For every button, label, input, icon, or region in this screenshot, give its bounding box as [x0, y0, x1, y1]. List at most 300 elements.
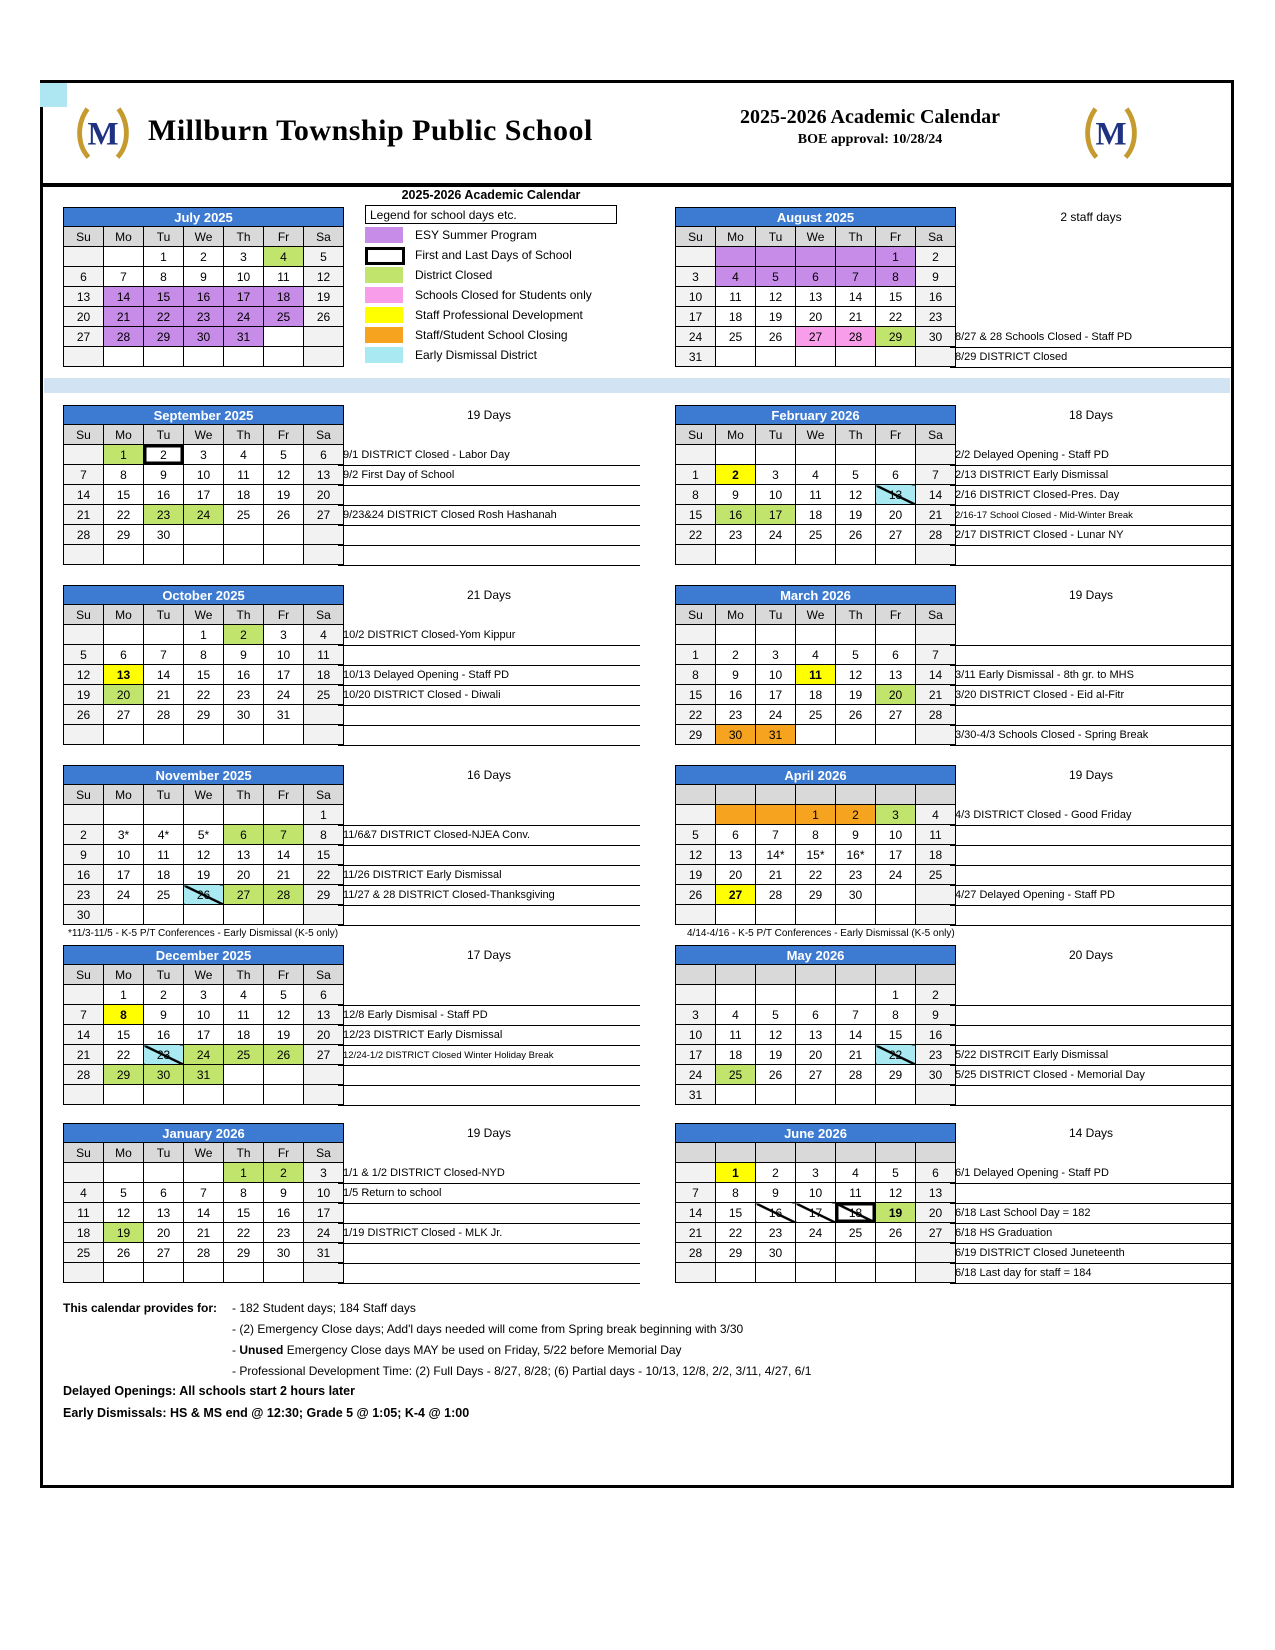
- calendar-note: 6/18 HS Graduation: [950, 1224, 1232, 1244]
- day-cell: [104, 1163, 144, 1183]
- day-cell: 2: [716, 465, 756, 485]
- day-cell: [104, 1263, 144, 1283]
- day-cell: 28: [184, 1243, 224, 1263]
- day-cell: 14: [836, 287, 876, 307]
- day-cell: [184, 805, 224, 825]
- day-cell: 29: [796, 885, 836, 905]
- day-cell: 22: [676, 525, 716, 545]
- day-cell: 23: [64, 885, 104, 905]
- divider-band: [44, 378, 1230, 393]
- calendar-note: 6/18 Last day for staff = 184: [950, 1264, 1232, 1284]
- day-cell: 21: [756, 865, 796, 885]
- weekday-header-blank: [836, 965, 876, 985]
- day-cell: 26: [836, 705, 876, 725]
- day-cell: 25: [224, 505, 264, 525]
- day-cell: 20: [876, 505, 916, 525]
- weekday-header: We: [796, 605, 836, 625]
- day-cell: 19: [876, 1203, 916, 1223]
- calendar-note: 10/13 Delayed Opening - Staff PD: [338, 666, 640, 686]
- day-cell: 21: [144, 685, 184, 705]
- day-cell: 15*: [796, 845, 836, 865]
- day-cell: 6: [876, 465, 916, 485]
- day-cell: [144, 1263, 184, 1283]
- day-cell: 10: [796, 1183, 836, 1203]
- month-title: June 2026: [676, 1124, 956, 1143]
- day-cell: 25: [224, 1045, 264, 1065]
- weekday-header: Fr: [876, 605, 916, 625]
- day-cell: 20: [916, 1203, 956, 1223]
- day-cell: 26: [64, 705, 104, 725]
- day-cell: 20: [716, 865, 756, 885]
- day-cell: 8: [676, 485, 716, 505]
- day-cell: 12: [836, 485, 876, 505]
- day-cell: [676, 1263, 716, 1283]
- legend-label: Schools Closed for Students only: [415, 288, 592, 302]
- day-cell: 20: [104, 685, 144, 705]
- day-cell: 17: [676, 307, 716, 327]
- day-cell: 24: [676, 1065, 716, 1085]
- day-cell: 9: [716, 665, 756, 685]
- day-cell: 8: [304, 825, 344, 845]
- day-cell: 26: [756, 327, 796, 347]
- day-cell: 13: [64, 287, 104, 307]
- day-cell: 21: [264, 865, 304, 885]
- day-cell: 23: [224, 685, 264, 705]
- day-cell: 7: [916, 645, 956, 665]
- day-cell: 8: [716, 1183, 756, 1203]
- day-cell: 31: [756, 725, 796, 745]
- day-cell: 28: [916, 525, 956, 545]
- day-cell: 12: [264, 1005, 304, 1025]
- day-cell: 17: [796, 1203, 836, 1223]
- day-cell: 24: [104, 885, 144, 905]
- day-cell: 30: [184, 327, 224, 347]
- day-cell: 29: [304, 885, 344, 905]
- day-cell: 21: [836, 1045, 876, 1065]
- day-cell: 1: [224, 1163, 264, 1183]
- day-cell: 31: [304, 1243, 344, 1263]
- weekday-header: Th: [224, 425, 264, 445]
- logo-letter: M: [87, 116, 119, 153]
- calendar-note: 8/27 & 28 Schools Closed - Staff PD: [950, 328, 1232, 348]
- day-cell: 29: [676, 725, 716, 745]
- weekday-header: Th: [224, 785, 264, 805]
- day-cell: 14: [676, 1203, 716, 1223]
- day-cell: 9: [64, 845, 104, 865]
- calendar-note: 1/1 & 1/2 DISTRICT Closed-NYD: [338, 1164, 640, 1184]
- day-cell: [64, 445, 104, 465]
- day-cell: 12: [836, 665, 876, 685]
- day-cell: [716, 247, 756, 267]
- day-cell: [716, 1085, 756, 1105]
- weekday-header: Su: [676, 425, 716, 445]
- early-dismissals-note: Early Dismissals: HS & MS end @ 12:30; Grade 5 @ 1:05; K-4 @ 1:00: [63, 1406, 470, 1420]
- day-cell: 26: [836, 525, 876, 545]
- day-cell: 23: [184, 307, 224, 327]
- day-cell: 19: [756, 1045, 796, 1065]
- day-cell: 11: [716, 287, 756, 307]
- day-cell: 9: [264, 1183, 304, 1203]
- day-cell: 5: [836, 645, 876, 665]
- day-cell: 28: [64, 1065, 104, 1085]
- calendar-note: 2/2 Delayed Opening - Staff PD: [950, 446, 1232, 466]
- weekday-header: Sa: [304, 785, 344, 805]
- day-cell: [264, 347, 304, 367]
- day-cell: 15: [676, 505, 716, 525]
- day-cell: [756, 985, 796, 1005]
- note-row-rule: [950, 866, 1232, 886]
- day-cell: 27: [304, 505, 344, 525]
- day-cell: 24: [756, 525, 796, 545]
- day-cell: 19: [264, 1025, 304, 1045]
- day-cell: 13: [796, 1025, 836, 1045]
- school-logo-right: [1080, 102, 1142, 164]
- day-cell: 20: [304, 1025, 344, 1045]
- day-cell: 1: [184, 625, 224, 645]
- weekday-header: Th: [224, 1143, 264, 1163]
- day-cell: 18: [304, 665, 344, 685]
- day-cell: 27: [224, 885, 264, 905]
- day-cell: 3: [304, 1163, 344, 1183]
- day-cell: [224, 545, 264, 565]
- weekday-header-blank: [876, 965, 916, 985]
- day-cell: 19: [104, 1223, 144, 1243]
- day-cell: 4: [796, 645, 836, 665]
- day-cell: 12: [104, 1203, 144, 1223]
- day-cell: [716, 1263, 756, 1283]
- day-cell: 19: [676, 865, 716, 885]
- day-cell: [64, 725, 104, 745]
- day-cell: [104, 1085, 144, 1105]
- weekday-header: Tu: [144, 1143, 184, 1163]
- weekday-header-blank: [796, 785, 836, 805]
- weekday-header-blank: [676, 785, 716, 805]
- day-cell: 23: [756, 1223, 796, 1243]
- day-cell: 31: [676, 1085, 716, 1105]
- day-cell: [676, 905, 716, 925]
- day-cell: 16: [144, 485, 184, 505]
- day-cell: 1: [104, 985, 144, 1005]
- day-cell: 9: [756, 1183, 796, 1203]
- day-cell: 6: [796, 1005, 836, 1025]
- day-cell: 27: [876, 525, 916, 545]
- day-cell: 8: [676, 665, 716, 685]
- day-cell: 3: [676, 1005, 716, 1025]
- day-cell: 10: [676, 1025, 716, 1045]
- calendar-note: 10/2 DISTRICT Closed-Yom Kippur: [338, 626, 640, 646]
- day-cell: 12: [64, 665, 104, 685]
- day-cell: 21: [64, 505, 104, 525]
- day-cell: 1: [144, 247, 184, 267]
- calendar-note: 1/5 Return to school: [338, 1184, 640, 1204]
- day-cell: 7: [916, 465, 956, 485]
- month-days-count: 2 staff days: [1060, 210, 1122, 224]
- calendar-note: 3/30-4/3 Schools Closed - Spring Break: [950, 726, 1232, 746]
- day-cell: [264, 725, 304, 745]
- day-cell: 23: [144, 1045, 184, 1065]
- footer-label: This calendar provides for:: [63, 1301, 218, 1315]
- calendar-note: 2/13 DISTRICT Early Dismissal: [950, 466, 1232, 486]
- month-title: September 2025: [64, 406, 344, 425]
- note-row-rule: [950, 826, 1232, 846]
- day-cell: 20: [64, 307, 104, 327]
- day-cell: 19: [756, 307, 796, 327]
- day-cell: [224, 1065, 264, 1085]
- day-cell: 10: [224, 267, 264, 287]
- day-cell: [796, 625, 836, 645]
- day-cell: 15: [104, 485, 144, 505]
- day-cell: 31: [224, 327, 264, 347]
- note-row-rule: [950, 986, 1232, 1006]
- day-cell: 17: [676, 1045, 716, 1065]
- day-cell: 4: [716, 1005, 756, 1025]
- day-cell: 13: [916, 1183, 956, 1203]
- day-cell: 7: [64, 465, 104, 485]
- weekday-header-blank: [796, 965, 836, 985]
- day-cell: 4*: [144, 825, 184, 845]
- doc-title: 2025-2026 Academic Calendar: [740, 106, 1000, 128]
- day-cell: 3: [876, 805, 916, 825]
- day-cell: 3: [756, 645, 796, 665]
- calendar-note: 6/1 Delayed Opening - Staff PD: [950, 1164, 1232, 1184]
- day-cell: 1: [796, 805, 836, 825]
- day-cell: 30: [916, 327, 956, 347]
- day-cell: 18: [796, 505, 836, 525]
- day-cell: 13: [796, 287, 836, 307]
- day-cell: 22: [716, 1223, 756, 1243]
- day-cell: [796, 247, 836, 267]
- weekday-header: Tu: [144, 425, 184, 445]
- day-cell: [264, 545, 304, 565]
- day-cell: 18: [916, 845, 956, 865]
- day-cell: [676, 625, 716, 645]
- day-cell: 2: [756, 1163, 796, 1183]
- month-title: February 2026: [676, 406, 956, 425]
- day-cell: 14: [144, 665, 184, 685]
- day-cell: 2: [716, 645, 756, 665]
- day-cell: 16: [144, 1025, 184, 1045]
- day-cell: [64, 347, 104, 367]
- day-cell: [796, 725, 836, 745]
- day-cell: 3: [264, 625, 304, 645]
- day-cell: 7: [676, 1183, 716, 1203]
- day-cell: 19: [836, 505, 876, 525]
- day-cell: [104, 247, 144, 267]
- day-cell: 23: [716, 705, 756, 725]
- day-cell: 26: [676, 885, 716, 905]
- day-cell: [64, 1263, 104, 1283]
- day-cell: 19: [264, 485, 304, 505]
- day-cell: [64, 625, 104, 645]
- weekday-header-blank: [676, 1143, 716, 1163]
- day-cell: 8: [104, 465, 144, 485]
- footer-line-text: - (2) Emergency Close days; Add'l days needed will come from Spring break beginning with 3/30: [232, 1322, 744, 1336]
- day-cell: 5: [756, 267, 796, 287]
- day-cell: 26: [304, 307, 344, 327]
- day-cell: [796, 445, 836, 465]
- day-cell: [264, 1065, 304, 1085]
- day-cell: 11: [304, 645, 344, 665]
- weekday-header-blank: [916, 965, 956, 985]
- calendar-note: 5/25 DISTRICT Closed - Memorial Day: [950, 1066, 1232, 1086]
- day-cell: 20: [144, 1223, 184, 1243]
- weekday-header: Fr: [264, 1143, 304, 1163]
- calendar-note: 11/6&7 DISTRICT Closed-NJEA Conv.: [338, 826, 640, 846]
- note-row-rule: [338, 486, 640, 506]
- calendar-note: 10/20 DISTRICT Closed - Diwali: [338, 686, 640, 706]
- day-cell: [144, 625, 184, 645]
- calendar-note: 6/18 Last School Day = 182: [950, 1204, 1232, 1224]
- day-cell: 24: [876, 865, 916, 885]
- weekday-header: Sa: [304, 425, 344, 445]
- day-cell: 17: [756, 505, 796, 525]
- weekday-header: Fr: [264, 425, 304, 445]
- day-cell: 25: [836, 1223, 876, 1243]
- day-cell: [756, 247, 796, 267]
- day-cell: 23: [716, 525, 756, 545]
- day-cell: 9: [836, 825, 876, 845]
- day-cell: 31: [676, 347, 716, 367]
- day-cell: [264, 525, 304, 545]
- day-cell: 16: [184, 287, 224, 307]
- weekday-header: Fr: [264, 605, 304, 625]
- day-cell: 7: [756, 825, 796, 845]
- day-cell: 7: [104, 267, 144, 287]
- day-cell: [876, 905, 916, 925]
- day-cell: 4: [64, 1183, 104, 1203]
- day-cell: 27: [876, 705, 916, 725]
- note-row-rule: [338, 726, 640, 746]
- school-logo-left: [72, 102, 134, 164]
- weekday-header: Fr: [876, 227, 916, 247]
- day-cell: 14: [264, 845, 304, 865]
- weekday-header-blank: [716, 785, 756, 805]
- weekday-header: Mo: [716, 227, 756, 247]
- weekday-header: Tu: [144, 605, 184, 625]
- day-cell: 28: [916, 705, 956, 725]
- day-cell: [304, 347, 344, 367]
- day-cell: 14: [64, 1025, 104, 1045]
- day-cell: [264, 327, 304, 347]
- day-cell: 12: [184, 845, 224, 865]
- calendar-note: 12/24-1/2 DISTRICT Closed Winter Holiday Break: [338, 1046, 640, 1066]
- day-cell: 4: [916, 805, 956, 825]
- calendar-note: 3/11 Early Dismissal - 8th gr. to MHS: [950, 666, 1232, 686]
- weekday-header: We: [184, 605, 224, 625]
- day-cell: [104, 625, 144, 645]
- day-cell: 5: [836, 465, 876, 485]
- day-cell: 23: [836, 865, 876, 885]
- day-cell: 30: [836, 885, 876, 905]
- day-cell: 23: [916, 1045, 956, 1065]
- day-cell: [264, 1085, 304, 1105]
- day-cell: 25: [916, 865, 956, 885]
- day-cell: 13: [876, 485, 916, 505]
- note-row-rule: [338, 806, 640, 826]
- day-cell: 2: [64, 825, 104, 845]
- day-cell: [756, 1085, 796, 1105]
- day-cell: 28: [264, 885, 304, 905]
- day-cell: 26: [756, 1065, 796, 1085]
- day-cell: 15: [224, 1203, 264, 1223]
- day-cell: [796, 545, 836, 565]
- day-cell: 11: [224, 1005, 264, 1025]
- day-cell: 24: [184, 505, 224, 525]
- day-cell: [104, 545, 144, 565]
- day-cell: 8: [104, 1005, 144, 1025]
- day-cell: 2: [836, 805, 876, 825]
- month-title: January 2026: [64, 1124, 344, 1143]
- weekday-header: Mo: [716, 425, 756, 445]
- calendar-note: 3/20 DISTRICT Closed - Eid al-Fitr: [950, 686, 1232, 706]
- day-cell: 4: [796, 465, 836, 485]
- weekday-header: Mo: [104, 965, 144, 985]
- day-cell: 13: [224, 845, 264, 865]
- day-cell: 16: [264, 1203, 304, 1223]
- calendar-april-2026: [675, 765, 956, 925]
- weekday-header: Sa: [916, 605, 956, 625]
- day-cell: [184, 545, 224, 565]
- day-cell: 10: [304, 1183, 344, 1203]
- day-cell: [676, 247, 716, 267]
- day-cell: 20: [876, 685, 916, 705]
- day-cell: 2: [264, 1163, 304, 1183]
- day-cell: 30: [144, 1065, 184, 1085]
- day-cell: 10: [264, 645, 304, 665]
- calendar-note: 9/2 First Day of School: [338, 466, 640, 486]
- calendar-note: 12/23 DISTRICT Early Dismissal: [338, 1026, 640, 1046]
- logo-letter: M: [1095, 116, 1127, 153]
- day-cell: [184, 725, 224, 745]
- pt-conference-footnote: *11/3-11/5 - K-5 P/T Conferences - Early Dismissal (K-5 only): [68, 928, 339, 939]
- note-row-rule: [950, 1086, 1232, 1106]
- day-cell: [836, 545, 876, 565]
- day-cell: 15: [876, 287, 916, 307]
- day-cell: 27: [716, 885, 756, 905]
- calendar-december-2025: [63, 945, 344, 1105]
- day-cell: 14: [916, 485, 956, 505]
- day-cell: 17: [264, 665, 304, 685]
- day-cell: [756, 905, 796, 925]
- day-cell: 7: [184, 1183, 224, 1203]
- weekday-header: Sa: [916, 425, 956, 445]
- day-cell: 9: [716, 485, 756, 505]
- legend-title: 2025-2026 Academic Calendar: [401, 188, 581, 202]
- day-cell: 17: [104, 865, 144, 885]
- weekday-header-blank: [876, 785, 916, 805]
- note-row-rule: [338, 986, 640, 1006]
- day-cell: 2: [144, 985, 184, 1005]
- day-cell: 18: [264, 287, 304, 307]
- month-title: April 2026: [676, 766, 956, 785]
- legend-swatch: [365, 307, 403, 323]
- day-cell: 13: [144, 1203, 184, 1223]
- weekday-header: Fr: [264, 227, 304, 247]
- day-cell: 1: [876, 985, 916, 1005]
- day-cell: [796, 1263, 836, 1283]
- month-days-count: 19 Days: [466, 1126, 512, 1140]
- day-cell: [876, 725, 916, 745]
- day-cell: 10: [184, 465, 224, 485]
- day-cell: [876, 625, 916, 645]
- weekday-header: Mo: [104, 425, 144, 445]
- legend-swatch: [365, 267, 403, 283]
- day-cell: [144, 805, 184, 825]
- day-cell: 31: [264, 705, 304, 725]
- weekday-header: Mo: [104, 785, 144, 805]
- day-cell: 24: [264, 685, 304, 705]
- day-cell: 12: [264, 465, 304, 485]
